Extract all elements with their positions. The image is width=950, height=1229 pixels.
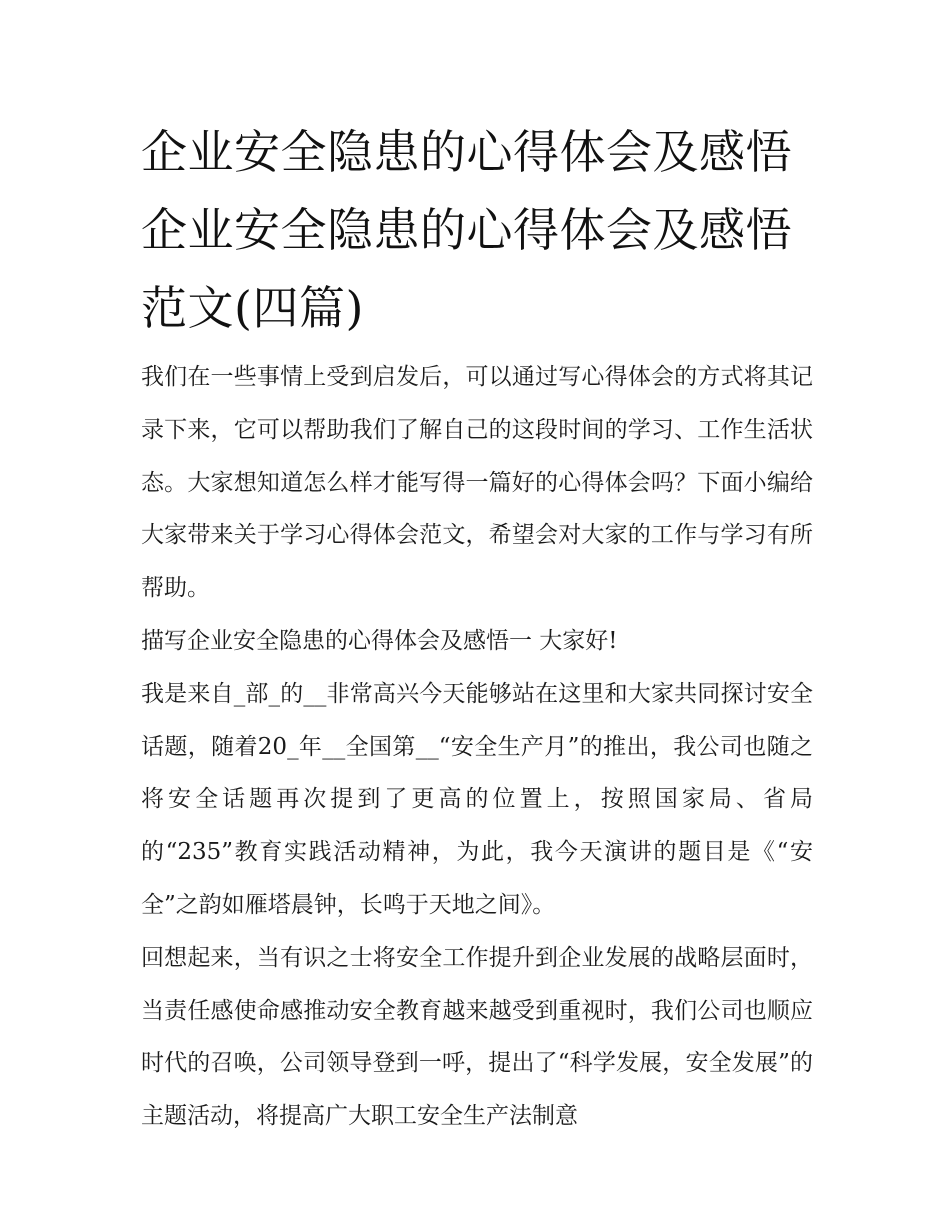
document-body bbox=[141, 351, 813, 1143]
intro-paragraph: 我们在一些事情上受到启发后，可以通过写心得体会的方式将其记录下来，它可以帮助我们了解自己的这段时间的学习、工作生活状态。大家想知道怎么样才能写得一篇好的心得体会吗？下面小编给大家带来关于学习心得体会范文，希望会对大家的工作与学习有所帮助。 bbox=[141, 364, 813, 602]
section-heading-paragraph: 描写企业安全隐患的心得体会及感悟一 大家好! bbox=[141, 627, 618, 654]
body-paragraph: 回想起来，当有识之士将安全工作提升到企业发展的战略层面时，当责任感使命感推动安全教育越来越受到重视时，我们公司也顺应时代的召唤，公司领导登到一呼，提出了“科学发展，安全发展”的主题活动，将提高广大职工安全生产法制意 bbox=[141, 944, 813, 1130]
body-paragraph: 我是来自_部_的__非常高兴今天能够站在这里和大家共同探讨安全话题，随着20_年__全国第__“安全生产月”的推出，我公司也随之将安全话题再次提到了更高的位置上，按照国家局、省局的“235”教育实践活动精神，为此，我今天演讲的题目是《“安全”之韵如雁塔晨钟，长鸣于天地之间》。 bbox=[141, 680, 813, 918]
document-title: 企业安全隐患的心得体会及感悟 企业安全隐患的心得体会及感悟范文(四篇) bbox=[141, 125, 792, 335]
